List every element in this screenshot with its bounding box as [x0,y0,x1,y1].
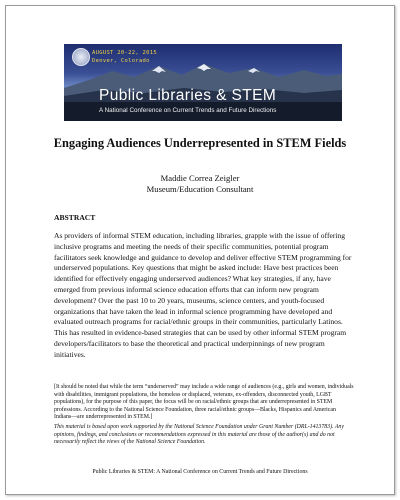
abstract-body: As providers of informal STEM education, including libraries, grapple with the issue of offering inclusive programs and meeting the needs of their specific communities, potential program facilitators seek knowledge and guidance to develop and deliver effective STEM programming for underserved populations. Key questions that might be asked include: Have best practices been identified for effectively engaging underserved audiences? What key strategies, if any, have emerged from previous informal science education efforts that can inform new program development? Over the past 10 to 20 years, museums, science centers, and youth-focused organizations that have taken the lead in informal science programming have developed and evaluated outreach programs for racial/ethnic groups in their communities, particularly Latinos. This has resulted in evidence-based strategies that can be used by other informal STEM program developers/facilitators to base the theoretical and practical underpinnings of new program initiatives. [54,231,352,359]
conference-banner [64,44,342,121]
banner-subtitle: A National Conference on Current Trends and Future Directions [99,107,277,114]
conference-seal-icon [72,48,90,66]
author-name: Maddie Correa Zeigler [160,173,240,183]
underserved-note: [It should be noted that while the term “underserved” may include a wide range of audiences (e.g., girls and women, individuals with disabilities, immigrant populations, the homeless or displaced, veterans, ex-offenders, disconnected youth, LGBT populations), for the purpose of this paper, the focus will be on racial/ethnic groups that are underrepresented in STEM professions. According to the National Science Foundation, three racial/ethnic groups—Blacks, Hispanics and American Indians—are underrepresented in STEM.] [54,384,354,421]
banner-title: Public Libraries & STEM [99,87,277,104]
abstract-heading: ABSTRACT [54,213,96,222]
banner-location: Denver, Colorado [92,58,150,64]
author-block [6,173,394,194]
page-footer: Public Libraries & STEM: A National Conference on Current Trends and Future Directions [92,469,308,475]
funding-statement: This material is based upon work supported by the National Science Foundation under Grant Number (DRL-1413783). Any opinions, findings, and conclusions or recommendations expressed in this material are those of the author(s) and do not necessarily reflect the views of the National Science Foundation. [54,424,344,446]
author-role: Museum/Education Consultant [146,183,254,194]
paper-title: Engaging Audiences Underrepresented in STEM Fields [53,136,347,150]
banner-dates: AUGUST 20-22, 2015 [92,50,158,56]
document-page [5,5,395,495]
